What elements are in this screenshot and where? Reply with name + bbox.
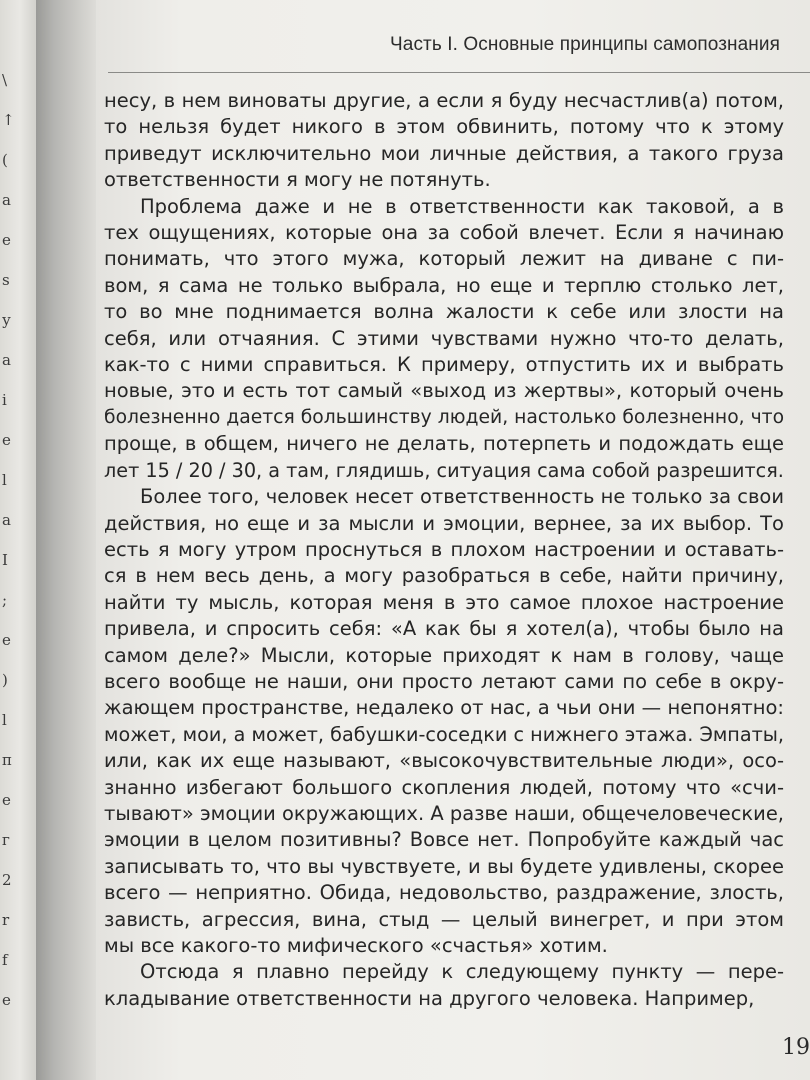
text-line: знанно избегают большого скопления людей, потому что «счи- <box>104 775 784 799</box>
page-number: 19 <box>782 1035 810 1060</box>
running-head: Часть I. Основные принципы самопознания <box>390 34 780 55</box>
text-line: тех ощущениях, которые она за собой влечет. Если я начинаю <box>104 221 784 245</box>
text-line: понимать, что этого мужа, который лежит на диване с пи- <box>104 247 784 271</box>
text-line: жающем пространстве, недалеко от нас, а чьи они — непонятно: <box>104 696 784 720</box>
text-line: или, как их еще называют, «высокочувствительные люди», осо- <box>104 749 784 773</box>
text-line: ответственности я могу не потянуть. <box>104 168 491 192</box>
text-line: ся в нем весь день, а могу разобраться в себе, найти причину, <box>104 564 784 588</box>
text-line: Отсюда я плавно перейду к следующему пункту — пере- <box>140 960 784 984</box>
text-line: как-то с ними справиться. К примеру, отпустить их и выбрать <box>104 353 784 377</box>
text-line: может, мои, а может, бабушки-соседки с нижнего этажа. Эмпаты, <box>104 722 784 746</box>
facing-page-glyphs: \ ↑ ( а e s у а i e l a I ; е ) l п e г 2 r f е <box>2 71 15 1009</box>
text-line: всего вообще не наши, они просто летают сами по себе в окру- <box>104 669 784 693</box>
facing-page-edge <box>0 0 36 1080</box>
text-line: тывают» эмоции окружающих. А разве наши, общечеловеческие, <box>104 801 784 825</box>
text-line: Более того, человек несет ответственность не только за свои <box>140 485 784 509</box>
book-page <box>96 0 810 1080</box>
text-line: найти ту мысль, которая меня в это самое плохое настроение <box>104 590 784 614</box>
text-line: привела, и спросить себя: «А как бы я хотел(а), чтобы было на <box>104 617 784 641</box>
text-line: то во мне поднимается волна жалости к себе или злости на <box>104 300 784 324</box>
text-line: есть я могу утром проснуться в плохом настроении и оставать- <box>104 537 784 561</box>
text-line: кладывание ответственности на другого человека. Например, <box>104 986 755 1010</box>
text-line: себя, или отчаяния. С этими чувствами нужно что-то делать, <box>104 326 784 350</box>
text-line: несу, в нем виноваты другие, а если я буду несчастлив(а) потом, <box>104 89 784 112</box>
body-text <box>104 88 784 1012</box>
text-line: действия, но еще и за мысли и эмоции, вернее, за их выбор. То <box>104 511 784 535</box>
text-line: самом деле?» Мысли, которые приходят к нам в голову, чаще <box>104 643 784 667</box>
paragraph <box>104 484 784 959</box>
text-line: зависть, агрессия, вина, стыд — целый винегрет, и при этом <box>104 907 784 931</box>
text-line: болезненно дается большинству людей, настолько болезненно, что <box>104 406 785 428</box>
paragraph <box>104 88 784 194</box>
paragraph <box>104 959 784 1012</box>
text-line: записывать то, что вы чувствуете, и вы будете удивлены, скорее <box>104 854 784 878</box>
text-line: приведут исключительно мои личные действия, а такого груза <box>104 141 784 165</box>
text-line: мы все какого-то мифического «счастья» хотим. <box>104 934 608 957</box>
text-line: Проблема даже и не в ответственности как таковой, а в <box>140 194 784 218</box>
text-line: эмоции в целом позитивны? Вовсе нет. Попробуйте каждый час <box>104 828 784 852</box>
text-line: вом, я сама не только выбрала, но еще и терплю столько лет, <box>104 273 784 297</box>
text-line: проще, в общем, ничего не делать, потерпеть и подождать еще <box>104 432 784 456</box>
header-rule <box>108 72 810 73</box>
text-line: новые, это и есть тот самый «выход из жертвы», который очень <box>104 379 784 403</box>
text-line: то нельзя будет никого в этом обвинить, потому что к этому <box>104 115 784 139</box>
text-line: лет 15 / 20 / 30, а там, глядишь, ситуация сама собой разрешится. <box>104 458 784 482</box>
paragraph <box>104 194 784 484</box>
text-line: всего — неприятно. Обида, недовольство, раздражение, злость, <box>104 881 784 905</box>
